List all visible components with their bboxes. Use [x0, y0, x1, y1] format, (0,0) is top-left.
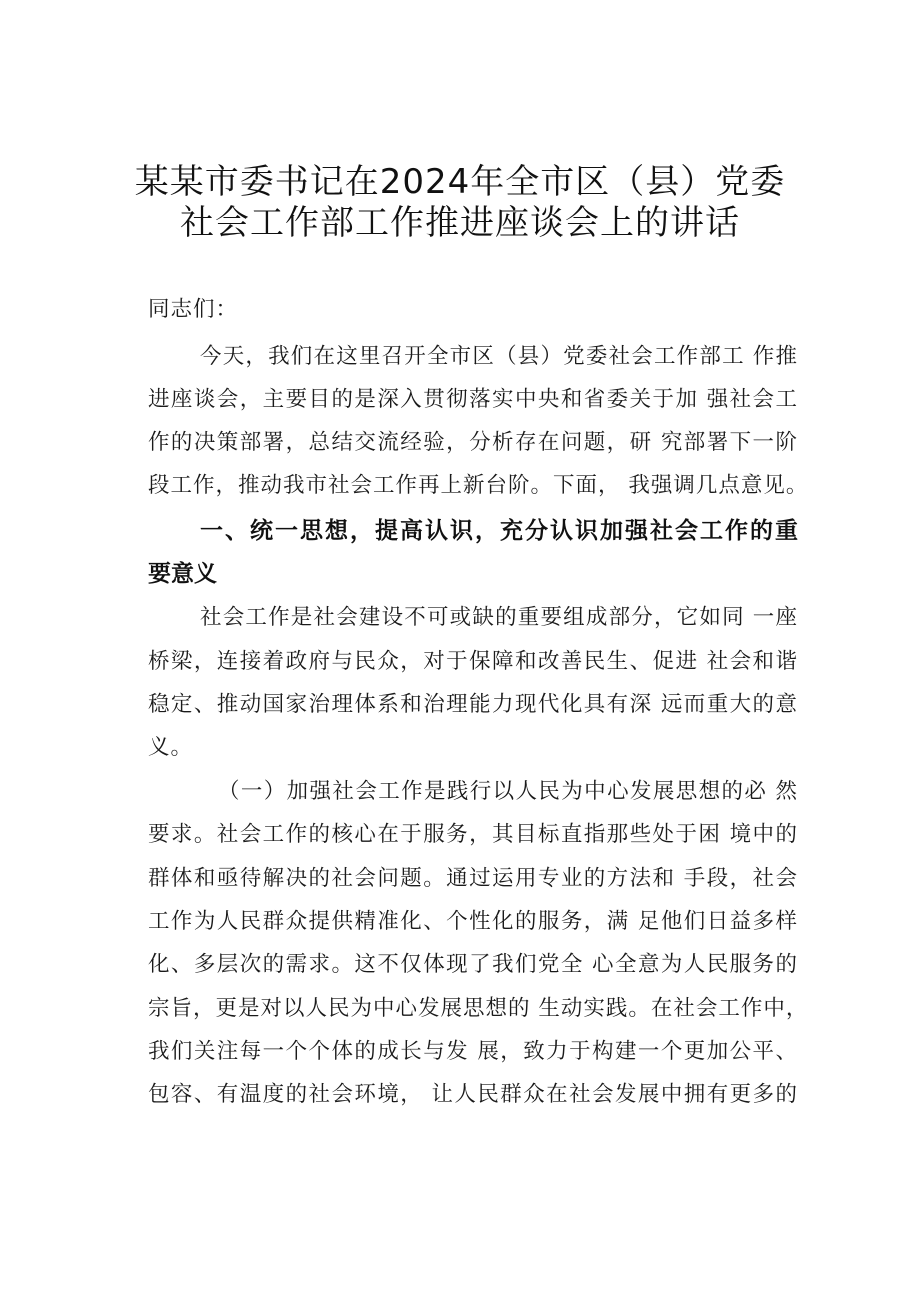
- paragraph-line: 工作为人民群众提供精准化、个性化的服务，满 足他们日益多样: [148, 909, 798, 934]
- paragraph-line: 包容、有温度的社会环境， 让人民群众在社会发展中拥有更多的: [148, 1082, 798, 1107]
- paragraph-line: 作的决策部署，总结交流经验，分析存在问题，研 究部署下一阶: [148, 430, 798, 455]
- paragraph-line: 今天，我们在这里召开全市区（县）党委社会工作部工 作推: [200, 344, 798, 369]
- paragraph-line: 我们关注每一个个体的成长与发 展，致力于构建一个更加公平、: [148, 1039, 798, 1064]
- paragraph-line: 段工作，推动我市社会工作再上新台阶。下面， 我强调几点意见。: [148, 473, 809, 498]
- section-heading-line: 要意义: [148, 561, 217, 587]
- paragraph-line: 义。: [148, 735, 194, 760]
- paragraph-line: 社会工作是社会建设不可或缺的重要组成部分，它如同 一座: [200, 605, 798, 630]
- paragraph-line: 进座谈会，主要目的是深入贯彻落实中央和省委关于加 强社会工: [148, 387, 798, 412]
- salutation: 同志们：: [148, 297, 239, 322]
- paragraph-line: （一）加强社会工作是践行以人民为中心发展思想的必 然: [218, 779, 798, 804]
- paragraph-line: 群体和亟待解决的社会问题。通过运用专业的方法和 手段，社会: [148, 866, 798, 891]
- paragraph-line: 桥梁，连接着政府与民众，对于保障和改善民生、促进 社会和谐: [148, 649, 798, 674]
- document-title-line-2: 社会工作部工作推进座谈会上的讲话: [180, 203, 740, 243]
- paragraph-line: 要求。社会工作的核心在于服务，其目标直指那些处于困 境中的: [148, 822, 798, 847]
- paragraph-line: 稳定、推动国家治理体系和治理能力现代化具有深 远而重大的意: [148, 692, 798, 717]
- document-title-line-1: 某某市委书记在2024年全市区（县）党委: [134, 162, 786, 202]
- section-heading-line: 一、统一思想，提高认识，充分认识加强社会工作的重: [200, 518, 798, 544]
- paragraph-line: 宗旨，更是对以人民为中心发展思想的 生动实践。在社会工作中，: [148, 996, 809, 1021]
- paragraph-line: 化、多层次的需求。这不仅体现了我们党全 心全意为人民服务的: [148, 952, 798, 977]
